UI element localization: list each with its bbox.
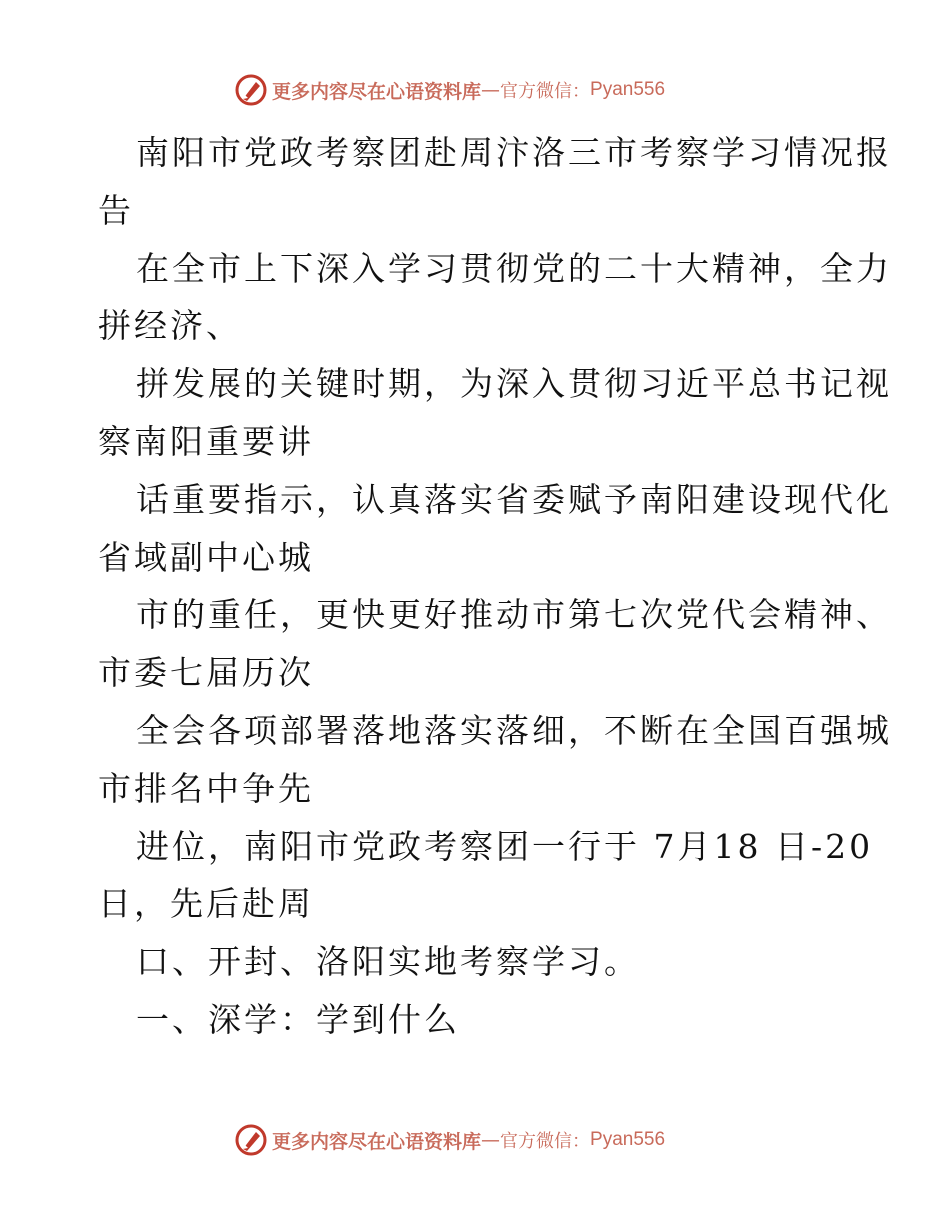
- banner-wechat-label: 官方微信：: [500, 1131, 591, 1152]
- document-body: [98, 124, 892, 1049]
- document-title-line: 南阳市党政考察团赴周汴洛三市考察学习情况报: [136, 133, 892, 172]
- banner-wechat-id: Pyan556: [590, 1129, 666, 1150]
- header-watermark-banner: [234, 72, 665, 108]
- banner-title: 更多内容尽在心语资料库: [272, 80, 482, 103]
- banner-title: 更多内容尽在心语资料库: [272, 1130, 482, 1153]
- paragraph-line: 市排名中争先: [98, 768, 314, 808]
- paragraph-line: 市的重任，更快更好推动市第七次党代会精神、: [136, 595, 892, 635]
- paragraph-line: 口、开封、洛阳实地考察学习。: [136, 942, 640, 982]
- paragraph-line: 进位，南阳市党政考察团一行于 7月18 日-20: [136, 826, 874, 866]
- pen-nib-logo-icon: [234, 73, 268, 107]
- paragraph-line: 察南阳重要讲: [98, 421, 314, 461]
- banner-wechat-id: Pyan556: [590, 79, 666, 100]
- paragraph-line: 话重要指示，认真落实省委赋予南阳建设现代化: [136, 479, 892, 519]
- banner-dash: —: [481, 79, 501, 101]
- footer-watermark-banner: [234, 1122, 665, 1158]
- banner-dash: —: [481, 1129, 501, 1151]
- section-heading: 一、深学：学到什么: [136, 999, 460, 1039]
- paragraph-line: 省域副中心城: [98, 537, 314, 577]
- paragraph-line: 日，先后赴周: [98, 884, 314, 924]
- paragraph-line: 在全市上下深入学习贯彻党的二十大精神，全力: [136, 248, 892, 288]
- paragraph-line: 全会各项部署落地落实落细，不断在全国百强城: [136, 710, 892, 750]
- paragraph-line: 市委七届历次: [98, 653, 314, 693]
- document-title-line-cont: 告: [98, 190, 134, 230]
- banner-wechat-label: 官方微信：: [500, 81, 591, 102]
- paragraph-line: 拼发展的关键时期，为深入贯彻习近平总书记视: [136, 364, 892, 404]
- pen-nib-logo-icon: [234, 1123, 268, 1157]
- paragraph-line: 拼经济、: [98, 306, 242, 346]
